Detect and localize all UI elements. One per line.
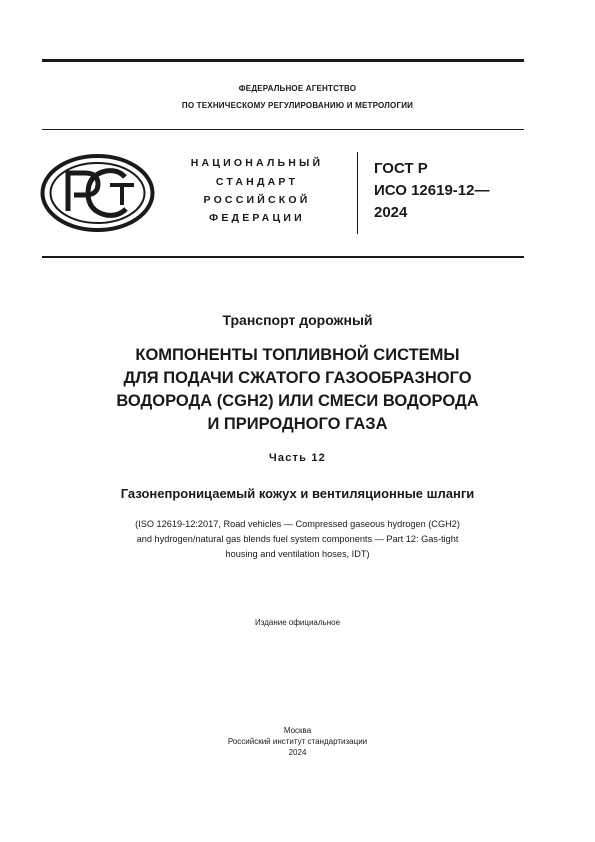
iso-reference-line-2: and hydrogen/natural gas blends fuel system components — Part 12: Gas-tight — [136, 534, 459, 544]
standard-label-line-4: ФЕДЕРАЦИИ — [209, 212, 305, 224]
part-subtitle: Газонепроницаемый кожух и вентиляционные шланги — [120, 486, 475, 501]
designation-line-2: ИСО 12619-12— — [374, 182, 490, 199]
vertical-divider — [357, 152, 358, 234]
title-line-2: ДЛЯ ПОДАЧИ СЖАТОГО ГАЗООБРАЗНОГО — [123, 369, 472, 387]
designation-line-3: 2024 — [374, 204, 408, 221]
title-line-4: И ПРИРОДНОГО ГАЗА — [207, 415, 388, 433]
footer-publisher: Российский институт стандартизации — [227, 737, 368, 746]
iso-reference-line-3: housing and ventilation hoses, IDT) — [225, 549, 370, 559]
edition-label: Издание официальное — [254, 618, 341, 627]
standard-label-line-1: НАЦИОНАЛЬНЫЙ — [190, 157, 324, 169]
pst-certification-logo — [40, 153, 155, 233]
standard-label-line-2: СТАНДАРТ — [215, 176, 299, 188]
title-line-3: ВОДОРОДА (CGH2) ИЛИ СМЕСИ ВОДОРОДА — [116, 392, 479, 410]
top-rule — [42, 59, 524, 62]
standard-label-line-3: РОССИЙСКОЙ — [203, 194, 311, 206]
footer-city: Москва — [283, 726, 312, 735]
agency-line-1: ФЕДЕРАЛЬНОЕ АГЕНТСТВО — [238, 84, 357, 93]
designation-line-1: ГОСТ Р — [374, 160, 428, 177]
logo-svg — [40, 153, 155, 233]
subject-heading: Транспорт дорожный — [222, 312, 373, 328]
agency-line-2: ПО ТЕХНИЧЕСКОМУ РЕГУЛИРОВАНИЮ И МЕТРОЛОГИИ — [181, 101, 414, 110]
masthead-rule — [42, 256, 524, 258]
header-rule — [42, 129, 524, 130]
iso-reference-line-1: (ISO 12619-12:2017, Road vehicles — Compressed gaseous hydrogen (CGH2) — [135, 519, 460, 529]
title-line-1: КОМПОНЕНТЫ ТОПЛИВНОЙ СИСТЕМЫ — [135, 346, 460, 364]
footer-year: 2024 — [288, 748, 307, 757]
part-number: Часть 12 — [268, 452, 326, 464]
